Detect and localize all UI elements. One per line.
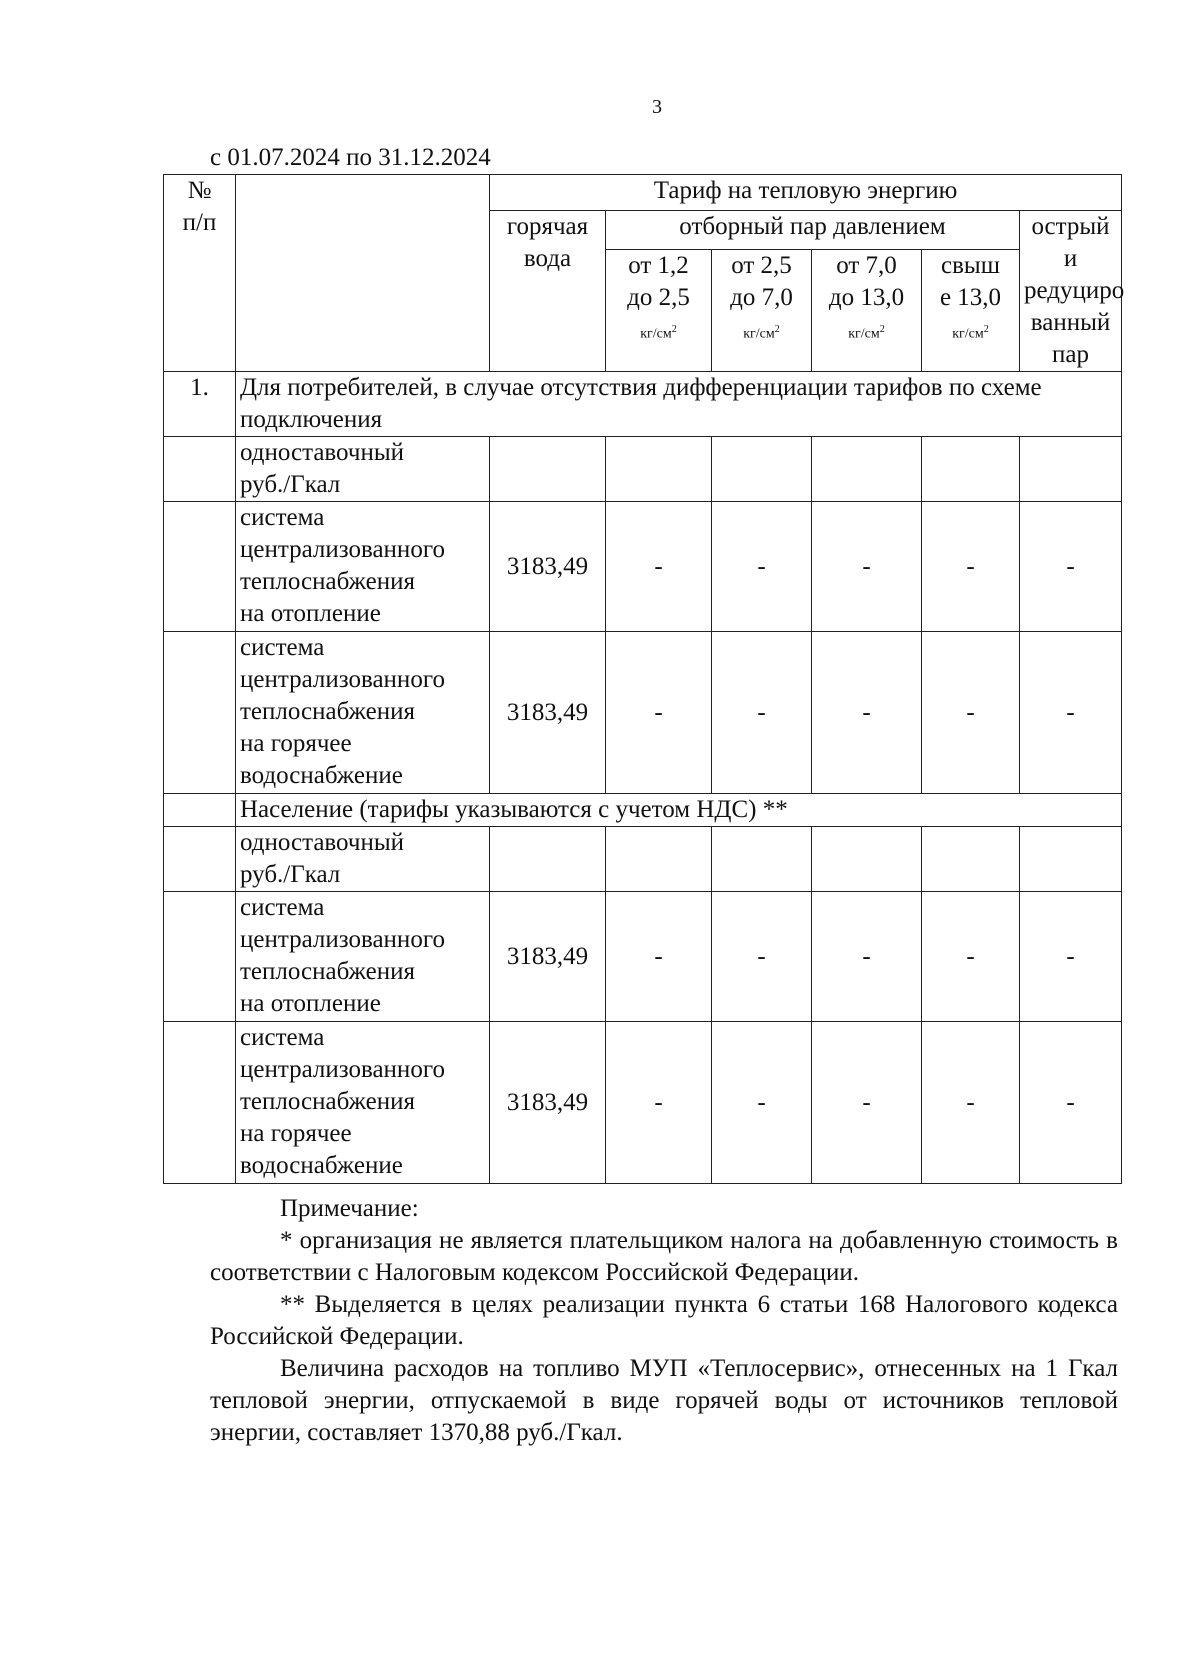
hot-water-value: 3183,49 [490, 1022, 606, 1184]
note-vat-included: ** Выделяется в целях реализации пункта 6 статьи 168 Налогового кодекса Российской Федерации. [210, 1291, 1118, 1350]
page-number: 3 [652, 96, 662, 118]
hot-water-header: горячая вода [490, 211, 606, 372]
hot-water-value: 3183,49 [490, 892, 606, 1022]
empty-value: - [1020, 632, 1122, 794]
empty-value: - [922, 892, 1020, 1022]
empty-value: - [812, 502, 922, 632]
pressure-unit: $кг/см^2$ [743, 324, 780, 343]
steam-group-header: отборный пар давлением [606, 211, 1020, 250]
empty-value: - [922, 502, 1020, 632]
row-label: система централизованного теплоснабжения на отопление [236, 502, 490, 632]
section-row [164, 372, 1122, 437]
empty-value: - [812, 632, 922, 794]
section-title: Для потребителей, в случае отсутствия дифференциации тарифов по схеме подключения [236, 372, 1122, 437]
pressure-header: от 1,2 до 2,5 $кг/см^2$ [606, 250, 712, 372]
number-header: № п/п [164, 175, 236, 372]
rate-type-row [164, 437, 1122, 502]
period-title: с 01.07.2024 по 31.12.2024 [210, 144, 491, 171]
empty-value: - [812, 892, 922, 1022]
empty-value: - [606, 502, 712, 632]
empty-value: - [922, 632, 1020, 794]
empty-value: - [606, 632, 712, 794]
pressure-unit: $кг/см^2$ [952, 324, 989, 343]
section-title: Население (тарифы указываются с учетом НДС) ** [236, 794, 1122, 827]
header-row [164, 175, 1122, 211]
row-label: система централизованного теплоснабжения на горячее водоснабжение [236, 1022, 490, 1184]
empty-value: - [712, 632, 812, 794]
notes-block [210, 1193, 1118, 1449]
table-row [164, 632, 1122, 794]
section-number: 1. [164, 372, 236, 437]
rate-type-label: одноставочный руб./Гкал [236, 827, 490, 892]
note-vat-exempt: * организация не является плательщиком налога на добавленную стоимость в соответствии с Налоговым кодексом Российской Федерации. [210, 1227, 1118, 1286]
table-row [164, 502, 1122, 632]
empty-value: - [606, 892, 712, 1022]
empty-value: - [812, 1022, 922, 1184]
tariff-title: Тариф на тепловую энергию [490, 175, 1122, 211]
empty-value: - [712, 1022, 812, 1184]
notes-heading: Примечание: [280, 1195, 419, 1222]
pressure-unit: $кг/см^2$ [848, 324, 885, 343]
section-row [164, 794, 1122, 827]
empty-value: - [1020, 892, 1122, 1022]
hot-water-value: 3183,49 [490, 502, 606, 632]
empty-value: - [712, 502, 812, 632]
empty-value: - [606, 1022, 712, 1184]
pressure-unit: $кг/см^2$ [640, 324, 677, 343]
table-row [164, 1022, 1122, 1184]
pressure-header: свыш е 13,0 $кг/см^2$ [922, 250, 1020, 372]
empty-value: - [922, 1022, 1020, 1184]
row-label: система централизованного теплоснабжения на горячее водоснабжение [236, 632, 490, 794]
sharp-steam-header: острый и редуциро ванный пар [1020, 211, 1122, 372]
rate-type-label: одноставочный руб./Гкал [236, 437, 490, 502]
empty-value: - [712, 892, 812, 1022]
rate-type-row [164, 827, 1122, 892]
pressure-header: от 7,0 до 13,0 $кг/см^2$ [812, 250, 922, 372]
tariff-table [163, 174, 1125, 1184]
table-row [164, 892, 1122, 1022]
pressure-header: от 2,5 до 7,0 $кг/см^2$ [712, 250, 812, 372]
section-number [164, 794, 236, 827]
row-label: система централизованного теплоснабжения на отопление [236, 892, 490, 1022]
empty-value: - [1020, 502, 1122, 632]
hot-water-value: 3183,49 [490, 632, 606, 794]
empty-value: - [1020, 1022, 1122, 1184]
fuel-cost-note: Величина расходов на топливо МУП «Теплосервис», отнесенных на 1 Гкал тепловой энергии, отпускаемой в виде горячей воды от источников тепловой энергии, составляет 1370,88 руб./Гкал. [210, 1355, 1118, 1446]
name-header [236, 175, 490, 372]
